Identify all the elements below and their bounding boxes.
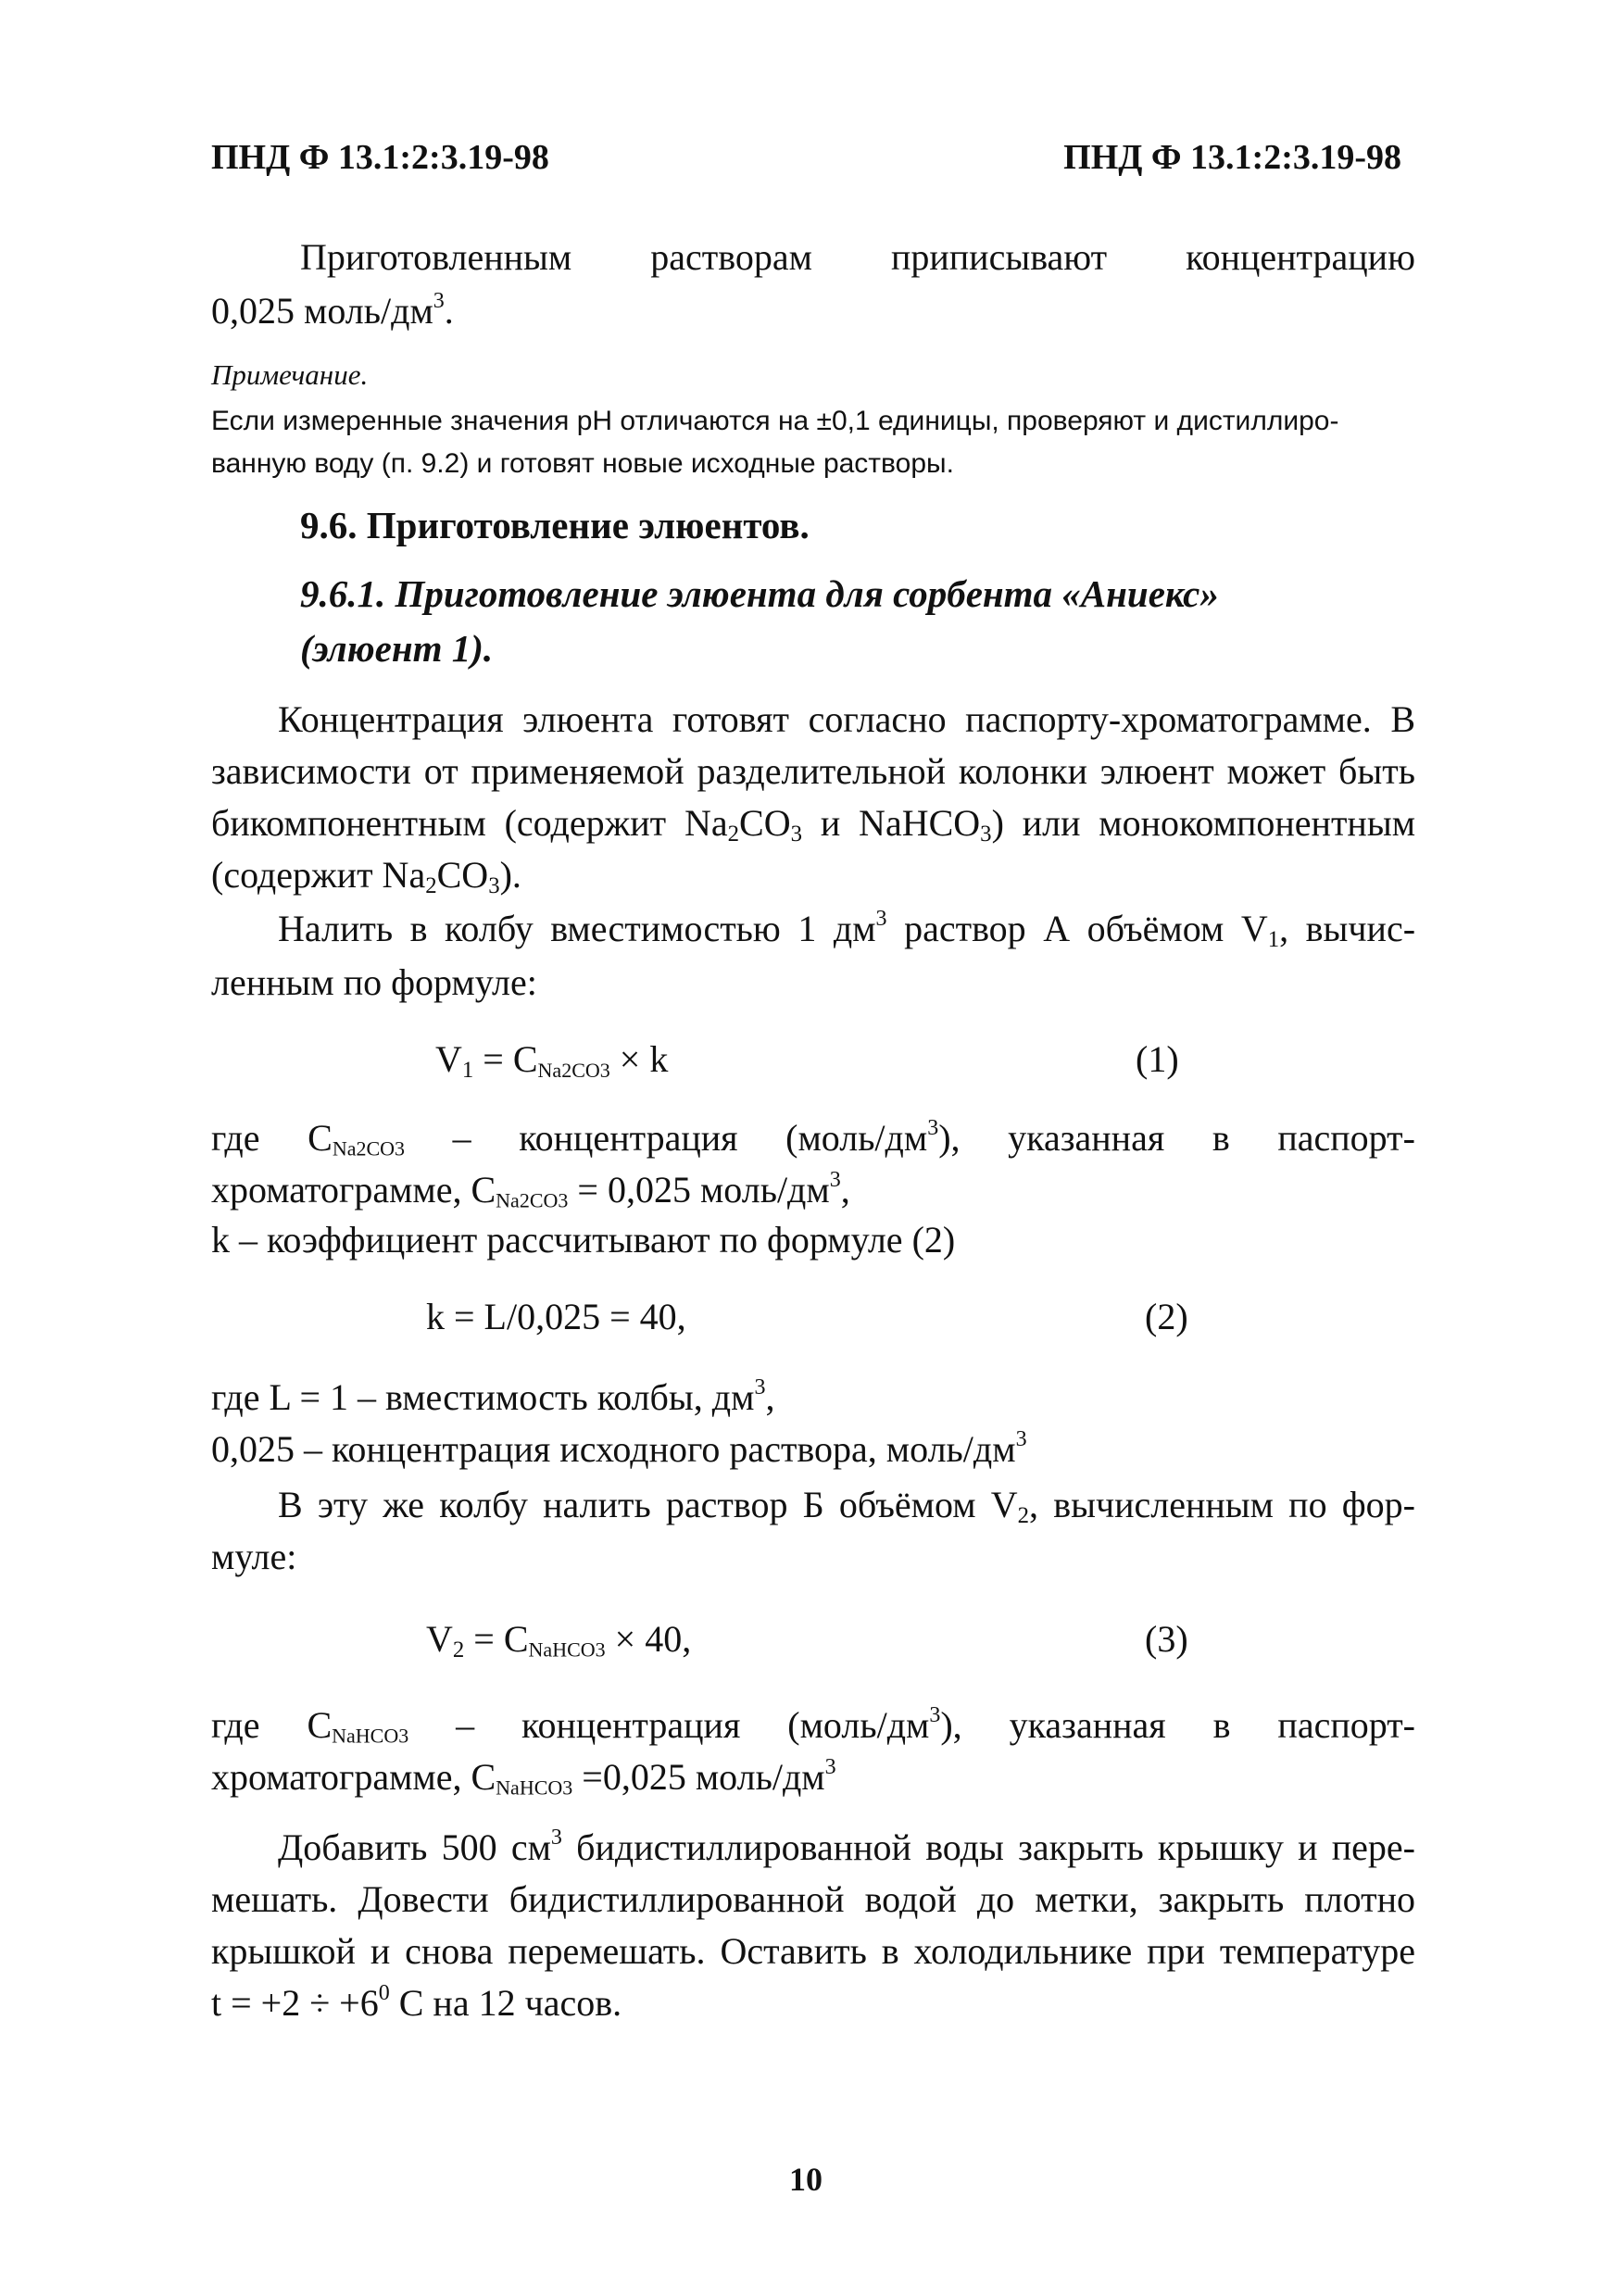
where1-line-3: k – коэффициент рассчитывают по формуле (2) [211, 1219, 956, 1261]
where3-line-1: где $C_{NaHCO3}$ – концентрация $(моль/дм^3)$, указанная в паспорт- [211, 1703, 1415, 1748]
note-title: Примечание. [211, 358, 369, 391]
where1-line-1: где $C_{Na2CO3}$ – концентрация $(моль/дм^3)$, указанная в паспорт- [211, 1116, 1415, 1161]
where2-line-2: 0,025 – концентрация исходного раствора, моль/$дм^3$ [211, 1427, 1027, 1470]
para3-line-1: В эту же колбу налить раствор Б объёмом $V_2$, вычисленным по фор- [278, 1484, 1415, 1529]
page-number: 10 [789, 2161, 823, 2198]
intro-word-4: концентрацию [1186, 236, 1415, 278]
section-heading-9-6-1-line-1: 9.6.1. Приготовление элюента для сорбента «Аниекс» [300, 572, 1219, 615]
para4-line-1: Добавить 500 $см^3$ бидистиллированной воды закрыть крышку и пере- [278, 1826, 1415, 1868]
para1-line-4: (содержит $Na_2CO_3$). [211, 854, 521, 899]
intro-word-2: растворам [650, 236, 812, 278]
para1-line-1: Концентрация элюента готовят согласно паспорту-хроматограмме. В [278, 698, 1415, 740]
formula-1: $V_1 = C_{Na2CO3} \times k$ [435, 1038, 669, 1084]
para2-line-1: Налить в колбу вместимостью 1 $дм^3$ раствор А объёмом $V_1$, вычис- [278, 907, 1416, 953]
para2-line-2: ленным по формуле: [211, 961, 537, 1003]
formula-1-number: (1) [1136, 1038, 1179, 1080]
intro-word-1: Приготовленным [300, 236, 572, 278]
section-heading-9-6-1-line-2: (элюент 1). [300, 627, 494, 670]
section-heading-9-6: 9.6. Приготовление элюентов. [300, 504, 810, 546]
note-line-2: ванную воду (п. 9.2) и готовят новые исходные растворы. [211, 448, 954, 479]
formula-2-number: (2) [1145, 1296, 1188, 1337]
where3-line-2: хроматограмме, $C_{NaHCO3} =0,025$ моль/$дм^3$ [211, 1755, 836, 1800]
header-right-code: ПНД Ф 13.1:2:3.19-98 [1063, 138, 1401, 177]
where2-line-1: где L = 1 – вместимость колбы, $дм^3$, [211, 1375, 775, 1418]
where1-line-2: хроматограмме, $C_{Na2CO3} = 0,025$ моль/$дм^3$, [211, 1168, 850, 1212]
formula-3: $V_2 = C_{NaHCO3} \times 40$, [426, 1618, 692, 1663]
formula-2: k = L/0,025 = 40, [426, 1296, 686, 1337]
para1-line-2: зависимости от применяемой разделительной колонки элюент может быть [211, 750, 1415, 792]
formula-3-number: (3) [1145, 1618, 1188, 1660]
note-line-1: Если измеренные значения pH отличаются на ±0,1 единицы, проверяют и дистиллиро- [211, 406, 1339, 436]
para4-line-3: крышкой и снова перемешать. Оставить в холодильнике при температуре [211, 1930, 1415, 1972]
header-left-code: ПНД Ф 13.1:2:3.19-98 [211, 138, 549, 177]
para4-line-2: мешать. Довести бидистиллированной водой до метки, закрыть плотно [211, 1878, 1415, 1920]
para4-line-4: $t = +2 \div +6^0$ C на 12 часов. [211, 1981, 622, 2024]
intro-line-1 [300, 231, 1415, 284]
intro-line-2: 0,025 моль/$дм^3$. [211, 289, 454, 332]
para3-line-2: муле: [211, 1536, 297, 1577]
intro-word-3: приписывают [890, 236, 1108, 278]
para1-line-3: бикомпонентным (содержит $Na_2CO_3$ и NaHCO$_3$) или монокомпонентным [211, 802, 1416, 847]
